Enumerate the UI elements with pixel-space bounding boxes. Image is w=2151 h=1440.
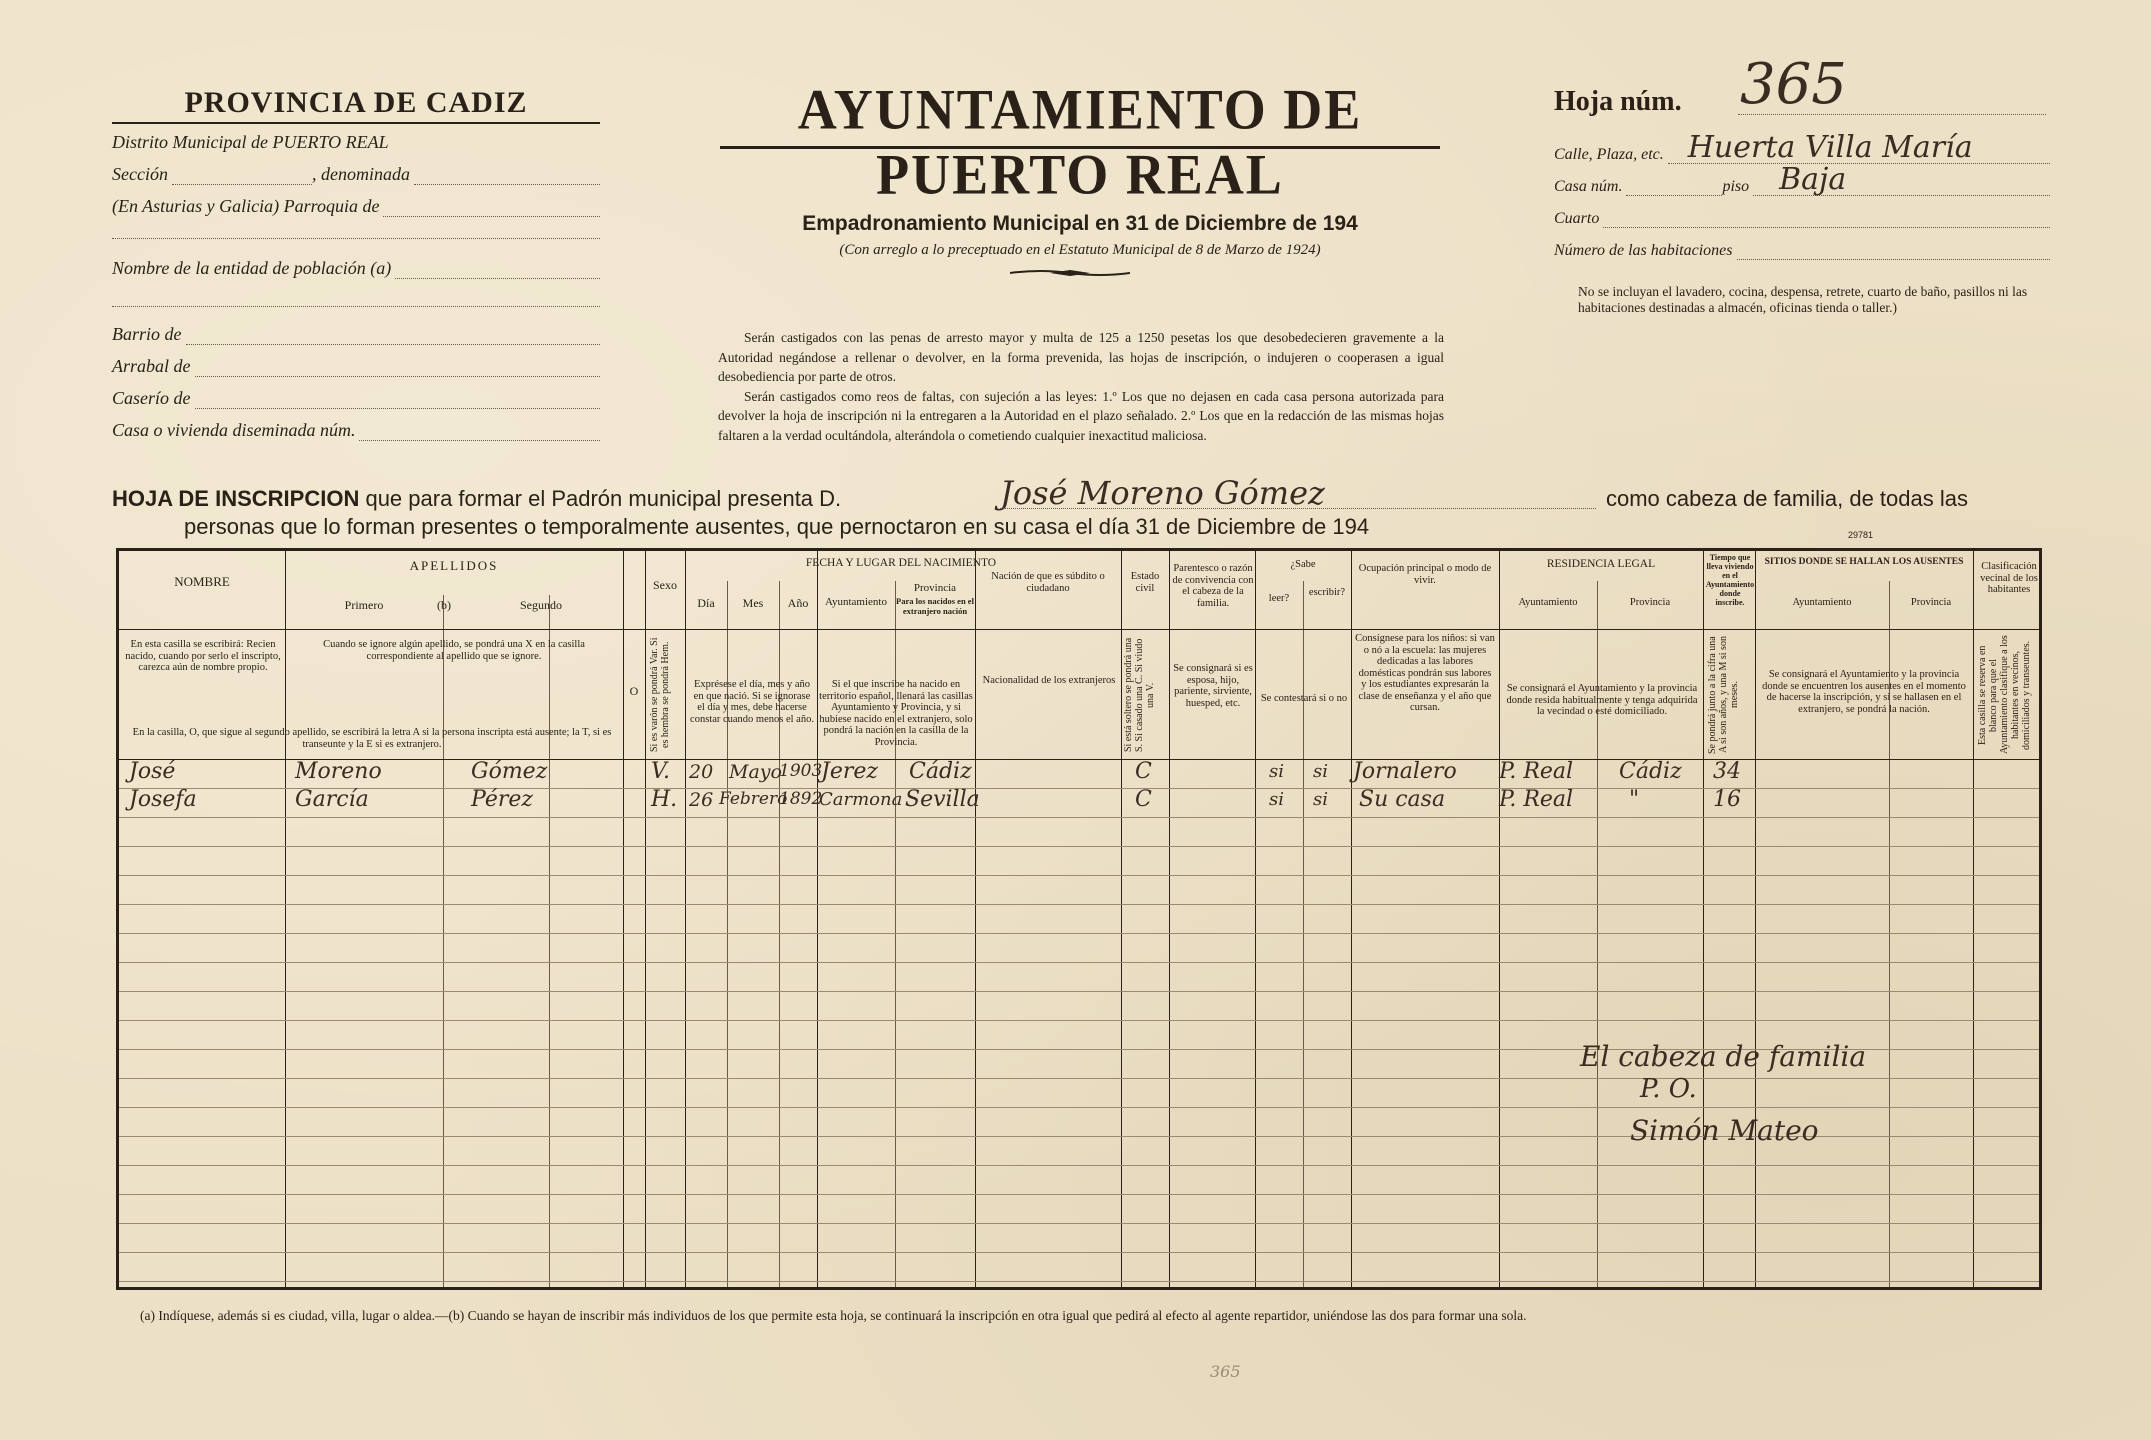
- hoja-number-label: Hoja núm.: [1554, 86, 1682, 117]
- casa-label: Casa o vivienda diseminada núm.: [112, 420, 356, 440]
- penalty-paragraph-1: Serán castigados con las penas de arresto mayor y multa de 125 a 1250 pesetas los que desobedecieren gravemente a la Autoridad negándose a rellenar o devolver, en la forma prevenida, las hojas de inscripción, o indujeren o cooperasen a igual desobediencia por parte de otros.: [718, 330, 1444, 384]
- page-stamp: 365: [1210, 1362, 1241, 1381]
- row-rule: [119, 1194, 2039, 1195]
- distrito-line: [112, 132, 600, 153]
- entidad-continuation: [112, 306, 600, 307]
- page-title: AYUNTAMIENTO DE PUERTO REAL: [797, 77, 1363, 207]
- instr-sitios: Se consignará el Ayuntamiento y la provincia donde se encuentren los ausentes en el momento de hacerse la inscripción, y si se hallasen en el extranjero, se pondrá la nación.: [1762, 669, 1966, 715]
- col-leer: leer?: [1268, 593, 1290, 604]
- inscripcion-text-2: personas que lo forman presentes o temporalmente ausentes, que pernoctaron en su casa el día 31 de Diciembre de 194: [184, 514, 1370, 539]
- casa-num-label: Casa núm.: [1554, 178, 1623, 195]
- cell-segundo: Pérez: [471, 787, 533, 812]
- denominada-label: , denominada: [311, 164, 410, 184]
- instr-tiempo: Se pondrá junto a la cifra una A si son años, y una M si son meses.: [1707, 636, 1740, 754]
- hoja-number-line: [1738, 114, 2046, 115]
- col-divider: [1255, 551, 1256, 1287]
- col-ayuntamiento: Ayuntamiento: [825, 596, 887, 608]
- casa-piso-line: [1554, 162, 2050, 197]
- distrito-label: Distrito Municipal de PUERTO REAL: [112, 132, 389, 152]
- habitaciones-line: [1554, 242, 2050, 260]
- barrio-field[interactable]: [186, 328, 601, 345]
- parroquia-continuation: [112, 238, 600, 239]
- instr-parentesco: Se consignará si es esposa, hijo, pariente, sirviente, huesped, etc.: [1173, 663, 1253, 709]
- cell-res-ayto: P. Real: [1499, 759, 1574, 784]
- col-divider: [1973, 551, 1974, 1287]
- col-mes: Mes: [742, 596, 764, 610]
- entidad-field[interactable]: [395, 262, 600, 279]
- cell-segundo: Gómez: [471, 759, 548, 784]
- province-title: PROVINCIA DE CADIZ: [112, 86, 600, 124]
- col-dia: Día: [697, 596, 715, 610]
- col-sitios: SITIOS DONDE SE HALLAN LOS AUSENTES: [1764, 557, 1964, 567]
- cell-mes: Mayo: [729, 761, 782, 783]
- cell-nombre: José: [129, 759, 176, 784]
- calle-label: Calle, Plaza, etc.: [1554, 146, 1664, 163]
- entidad-label: Nombre de la entidad de población (a): [112, 258, 392, 278]
- col-primero: Primero: [344, 598, 384, 612]
- col-nacion: Nación de que es súbdito o ciudadano: [991, 571, 1105, 594]
- row-rule: [119, 904, 2039, 905]
- row-rule: [119, 933, 2039, 934]
- instr-casilla-o: En la casilla, O, que sigue al segundo apellido, se escribirá la letra A si la persona inscripta está ausente; la T, si es transeunte y la E si es extranjero.: [132, 727, 612, 750]
- instr-residencia: Se consignará el Ayuntamiento y la provincia donde resida habitualmente y tenga adquirida la vecindad o esté domiciliado.: [1506, 683, 1698, 717]
- cell-leer: si: [1269, 761, 1284, 782]
- cell-dia: 26: [689, 789, 714, 811]
- signature-po: P. O.: [1640, 1074, 1697, 1104]
- col-estado: Estado civil: [1130, 571, 1160, 594]
- cell-escribir: si: [1313, 761, 1328, 782]
- ornament-icon: [1010, 268, 1130, 278]
- sub-divider: [1303, 581, 1304, 1287]
- cell-estado: C: [1135, 759, 1152, 784]
- col-divider: [645, 551, 646, 1287]
- entidad-line: [112, 258, 600, 279]
- title-underline: [720, 146, 1440, 149]
- col-nombre: NOMBRE: [174, 574, 230, 589]
- census-table: [116, 548, 2042, 1290]
- piso-label: piso: [1722, 178, 1750, 195]
- col-divider: [1351, 551, 1352, 1287]
- col-divider: [1703, 551, 1704, 1287]
- cell-anio: 1903: [779, 761, 823, 781]
- parroquia-line: [112, 196, 600, 217]
- col-ocupacion: Ocupación principal o modo de vivir.: [1358, 563, 1492, 586]
- cell-prov: Sevilla: [905, 787, 980, 812]
- cuarto-line: [1554, 210, 2050, 228]
- instr-estado: Si está soltero se pondrá una S. Si casado una C. Si viudo una V.: [1123, 637, 1156, 753]
- sub-divider: [443, 595, 444, 1287]
- casa-num-field[interactable]: [1626, 181, 1722, 196]
- empadronamiento-title: Empadronamiento Municipal en 31 de Diciembre de 194: [802, 212, 1358, 235]
- cell-leer: si: [1269, 789, 1284, 810]
- row-rule: [119, 991, 2039, 992]
- cell-sexo: H.: [651, 787, 678, 812]
- instr-clasificacion: Esta casilla se reserva en blanco para que el Ayuntamiento clasifique a los habitantes en vecinos, domiciliados y transeuntes.: [1977, 635, 2032, 755]
- row-rule: [119, 1020, 2039, 1021]
- col-divider: [1169, 551, 1170, 1287]
- piso-field[interactable]: [1753, 162, 2050, 197]
- hoja-number-value[interactable]: 365: [1740, 52, 1847, 117]
- col-parentesco: Parentesco o razón de convivencia con el cabeza de la familia.: [1172, 563, 1254, 609]
- col-anio: Año: [787, 596, 809, 610]
- col-divider: [975, 551, 976, 1287]
- cell-ocupacion: Jornalero: [1353, 759, 1457, 784]
- penalty-notice: [718, 328, 1444, 445]
- row-rule: [119, 875, 2039, 876]
- cell-mes: Febrero: [719, 789, 788, 809]
- row-rule: [119, 1078, 2039, 1079]
- row-rule: [119, 817, 2039, 818]
- col-provincia-sub: Para los nacidos en el extranjero nación: [896, 596, 974, 616]
- col-sabe: ¿Sabe: [1290, 559, 1316, 570]
- sub-divider: [549, 595, 550, 1287]
- barrio-line: [112, 324, 600, 345]
- cell-escribir: si: [1313, 789, 1328, 810]
- habitaciones-field[interactable]: [1737, 245, 2051, 260]
- col-res-prov: Provincia: [1629, 597, 1671, 608]
- col-divider: [685, 551, 686, 1287]
- habitaciones-note: No se incluyan el lavadero, cocina, despensa, retrete, cuarto de baño, pasillos ni las habitaciones destinadas a almacén, oficinas tienda o taller.): [1578, 284, 2028, 315]
- cell-res-ayto: P. Real: [1499, 787, 1574, 812]
- col-tiempo: Tiempo que lleva viviendo en el Ayuntamiento donde inscribe.: [1705, 553, 1755, 607]
- row-rule: [119, 788, 2039, 789]
- arrabal-field[interactable]: [195, 360, 601, 377]
- cabeza-name-line: [1000, 508, 1596, 509]
- cuarto-field[interactable]: [1603, 213, 2050, 228]
- col-apellidos: APELLIDOS: [409, 558, 499, 573]
- cell-ayto: Jerez: [821, 759, 878, 784]
- cell-tiempo: 16: [1713, 787, 1741, 812]
- col-escribir: escribir?: [1308, 587, 1346, 598]
- calle-field[interactable]: [1668, 130, 2050, 165]
- footnote: (a) Indíquese, además si es ciudad, villa, lugar o aldea.—(b) Cuando se hayan de inscribir más individuos de los que permite esta hoja, se continuará la inscripción en otra igual que pedirá al efecto al agente repartidor, uniéndose las dos para formar una sola.: [140, 1308, 1527, 1323]
- calle-value: Huerta Villa María: [1687, 130, 1973, 165]
- seccion-field[interactable]: [172, 168, 312, 185]
- col-divider: [623, 551, 624, 1287]
- inscripcion-text-1b: como cabeza de familia, de todas las: [1606, 486, 1968, 511]
- instr-ocupacion: Consígnese para los niños: si van o nó a la escuela: las mujeres dedicadas a las labores domésticas pondrán sus labores y los estudiantes expresarán la clase de enseñanza y el año que cursan.: [1355, 633, 1495, 713]
- casa-field[interactable]: [359, 424, 600, 441]
- instr-nombre: En esta casilla se escribirá: Recien nacido, cuando por serlo el inscripto, carezca aún de nombre propio.: [125, 639, 281, 673]
- cell-ocupacion: Su casa: [1359, 787, 1446, 812]
- col-res-ayto: Ayuntamiento: [1518, 597, 1578, 608]
- cell-primero: García: [295, 787, 369, 812]
- row-rule: [119, 1223, 2039, 1224]
- col-b: (b): [437, 598, 451, 612]
- caserio-line: [112, 388, 600, 409]
- col-divider: [1499, 551, 1500, 1287]
- signature-label: El cabeza de familia: [1580, 1040, 1867, 1073]
- col-sexo: Sexo: [653, 578, 677, 592]
- cell-tiempo: 34: [1713, 759, 1741, 784]
- parroquia-field[interactable]: [383, 200, 600, 217]
- habitaciones-label: Número de las habitaciones: [1554, 242, 1733, 259]
- cell-prov: Cádiz: [909, 759, 972, 784]
- instr-apellidos: Cuando se ignore algún apellido, se pondrá una X en la casilla correspondiente al apellido que se ignore.: [323, 639, 585, 662]
- caserio-field[interactable]: [195, 392, 601, 409]
- instr-nacion: Nacionalidad de los extranjeros: [982, 675, 1116, 686]
- inscripcion-lead: HOJA DE INSCRIPCION: [112, 486, 360, 511]
- header-divider: [119, 629, 2039, 630]
- header-divider: [119, 759, 2039, 760]
- estatuto-subtitle: (Con arreglo a lo preceptuado en el Estatuto Municipal de 8 de Marzo de 1924): [839, 242, 1321, 258]
- casa-line: [112, 420, 600, 441]
- col-fecha-lugar: FECHA Y LUGAR DEL NACIMIENTO: [805, 557, 997, 569]
- row-rule: [119, 1252, 2039, 1253]
- row-rule: [119, 846, 2039, 847]
- col-divider: [1121, 551, 1122, 1287]
- row-rule: [119, 1165, 2039, 1166]
- col-provincia: Provincia: [913, 582, 957, 594]
- instr-fecha: Exprésese el día, mes y año en que nació. Si se ignorase el día y mes, debe hacerse constar cuando menos el año.: [690, 679, 814, 725]
- penalty-paragraph-2: Serán castigados como reos de faltas, con sujeción a las leyes: 1.º Los que no dejasen en cada casa persona autorizada para devolver la hoja de inscripción ni la entregaren a la Autoridad en el plazo señalado. 2.º Los que en la redacción de las mismas hojas faltaren a la verdad ocultándola, alterándola o cometiendo cualquier inexactitud maliciosa.: [718, 388, 1444, 443]
- cell-sexo: V.: [651, 759, 671, 784]
- cell-res-prov: ": [1629, 787, 1640, 812]
- cell-primero: Moreno: [295, 759, 382, 784]
- row-rule: [119, 1281, 2039, 1282]
- col-residencia: RESIDENCIA LEGAL: [1546, 558, 1656, 570]
- row-rule: [119, 1107, 2039, 1108]
- instr-leer: Se contestará si o no: [1260, 693, 1348, 704]
- cell-ayto: Carmona: [819, 789, 903, 810]
- col-divider: [285, 551, 286, 1287]
- cuarto-label: Cuarto: [1554, 210, 1600, 227]
- col-divider: [817, 551, 818, 1287]
- cell-estado: C: [1135, 787, 1152, 812]
- col-clasificacion: Clasificación vecinal de los habitantes: [1980, 561, 2038, 595]
- instr-lugar: Si el que inscribe ha nacido en territorio español, llenará las casillas Ayuntamiento y Provincia, y si hubiese nacido en el extranjero, solo pondrá la nación en la casilla de la Provincia.: [819, 679, 973, 748]
- cell-anio: 1892: [779, 789, 823, 809]
- col-divider: [1755, 551, 1756, 1287]
- arrabal-label: Arrabal de: [112, 356, 191, 376]
- barrio-label: Barrio de: [112, 324, 182, 344]
- cell-res-prov: Cádiz: [1619, 759, 1682, 784]
- inscripcion-text-1: que para formar el Padrón municipal presenta D.: [365, 486, 842, 511]
- seccion-label: Sección: [112, 164, 168, 184]
- col-segundo: Segundo: [520, 598, 562, 612]
- printer-mark: 29781: [1848, 530, 1874, 540]
- signature-name: Simón Mateo: [1630, 1114, 1819, 1147]
- col-sit-prov: Provincia: [1910, 597, 1952, 608]
- piso-value: Baja: [1779, 162, 1847, 197]
- seccion-line: [112, 164, 600, 185]
- arrabal-line: [112, 356, 600, 377]
- cell-dia: 20: [689, 761, 714, 783]
- caserio-label: Caserío de: [112, 388, 191, 408]
- instr-sexo: Si es varón se pondrá Var. Si es hembra se pondrá Hem.: [649, 637, 671, 753]
- cabeza-name-value[interactable]: José Moreno Gómez: [1000, 474, 1325, 512]
- instr-o: O: [629, 684, 639, 698]
- row-rule: [119, 962, 2039, 963]
- parroquia-label: (En Asturias y Galicia) Parroquia de: [112, 196, 380, 216]
- cell-nombre: Josefa: [129, 787, 197, 812]
- col-sit-ayto: Ayuntamiento: [1792, 597, 1852, 608]
- denominada-field[interactable]: [414, 168, 600, 185]
